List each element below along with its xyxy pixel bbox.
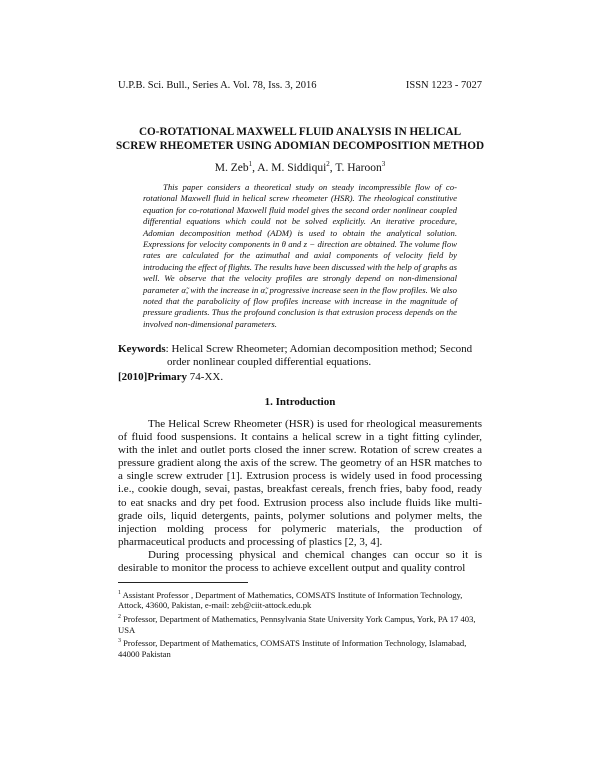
abstract: This paper considers a theoretical study on steady incompressible flow of co-rotational Maxwell fluid in helical screw rheometer (HSR). The rheological constitutive equation for co-rotational Maxwell fluid model gives the second order nonlinear coupled differential equations which could not be solved explicitly. An iterative procedure, Adomian decomposition method (ADM) is used to obtain the analytical solution. Expressions for velocity components in θ and z − direction are obtained. The volume flow rates are calculated for the azimuthal and axial components of velocity field by introducing the effect of flights. The results have been discussed with the help of graphs as well. We observe that the velocity profiles are strongly depend on non-dimensional parameter α̃, with the increase in α̃, progressive increase seen in the flow profiles. We also noted that the parabolicity of flow profiles increase with increase in the magnitude of pressure gradients. Thus the profound conclusion is that extrusion process depends on the involved non-dimensional parameters. (143, 182, 458, 329)
paragraph: The Helical Screw Rheometer (HSR) is used for rheological measurements of fluid food suspensions. It contains a helical screw in a tight fitting cylinder, with the inlet and outlet ports closed the inner screw. Rotation of screw creates a pressure gradient along the axis of the screw. The geometry of an HSR matches to a single screw extruder [1]. Extrusion process is widely used in food processing i.e., cookie dough, sevai, pastas, breakfast cereals, french fries, baby food, ready to eat snacks and dry pet food. Extrusion process also include fluids like multi-grade oils, liquid detergents, paints, polymer solutions and polymer melts, the injection molding process for polymeric materials, the production of pharmaceutical products and processing of plastics [2, 3, 4]. (118, 418, 482, 548)
author-3: T. Haroon$^3$ (335, 160, 386, 174)
msc-label: [2010]Primary (118, 371, 188, 383)
footnote-3: $^3$ Professor, Department of Mathematics, COMSATS Institute of Information Technology, Islamabad, 44000 Pakistan (118, 637, 467, 659)
author-3-affiliation: 3 (381, 160, 386, 168)
title-line-1: CO-ROTATIONAL MAXWELL FLUID ANALYSIS IN HELICAL (138, 126, 462, 138)
keywords-label: Keywords (118, 343, 166, 355)
footnote-divider (118, 582, 248, 583)
introduction-body (118, 418, 482, 575)
msc-value: 74-XX. (187, 371, 224, 383)
author-2-affiliation: 2 (326, 160, 330, 168)
title-line-2: SCREW RHEOMETER USING ADOMIAN DECOMPOSITION METHOD (115, 140, 485, 152)
keywords-line-2: order nonlinear coupled differential equations. (167, 356, 372, 368)
section-heading-introduction: 1. Introduction (264, 396, 336, 408)
msc-classification (118, 371, 223, 383)
footnote-1: $^1$ Assistant Professor , Department of Mathematics, COMSATS Institute of Information Technology, Attock, 43600, Pakistan, e-mail: zeb@ciit-attock.edu.pk (118, 589, 463, 611)
paper-title (100, 125, 500, 153)
author-1-affiliation: 1 (248, 160, 253, 168)
journal-citation: U.P.B. Sci. Bull., Series A. Vol. 78, Iss. 3, 2016 (118, 80, 317, 91)
keywords-line-1: : Helical Screw Rheometer; Adomian decomposition method; Second (165, 343, 473, 355)
issn: ISSN 1223 - 7027 (405, 80, 482, 91)
running-header (118, 80, 482, 91)
paragraph: During processing physical and chemical changes can occur so it is desirable to monitor the process to achieve excellent output and quality control (118, 548, 482, 575)
author-2: A. M. Siddiqui$^2$, (257, 160, 336, 174)
author-1: M. Zeb$^1$, (214, 160, 258, 174)
footnotes (118, 588, 482, 660)
author-list (100, 160, 500, 174)
footnote-2: $^2$ Professor, Department of Mathematics, Pennsylvania State University York Campus, York, PA 17 403, USA (118, 613, 476, 635)
keywords (118, 343, 482, 369)
